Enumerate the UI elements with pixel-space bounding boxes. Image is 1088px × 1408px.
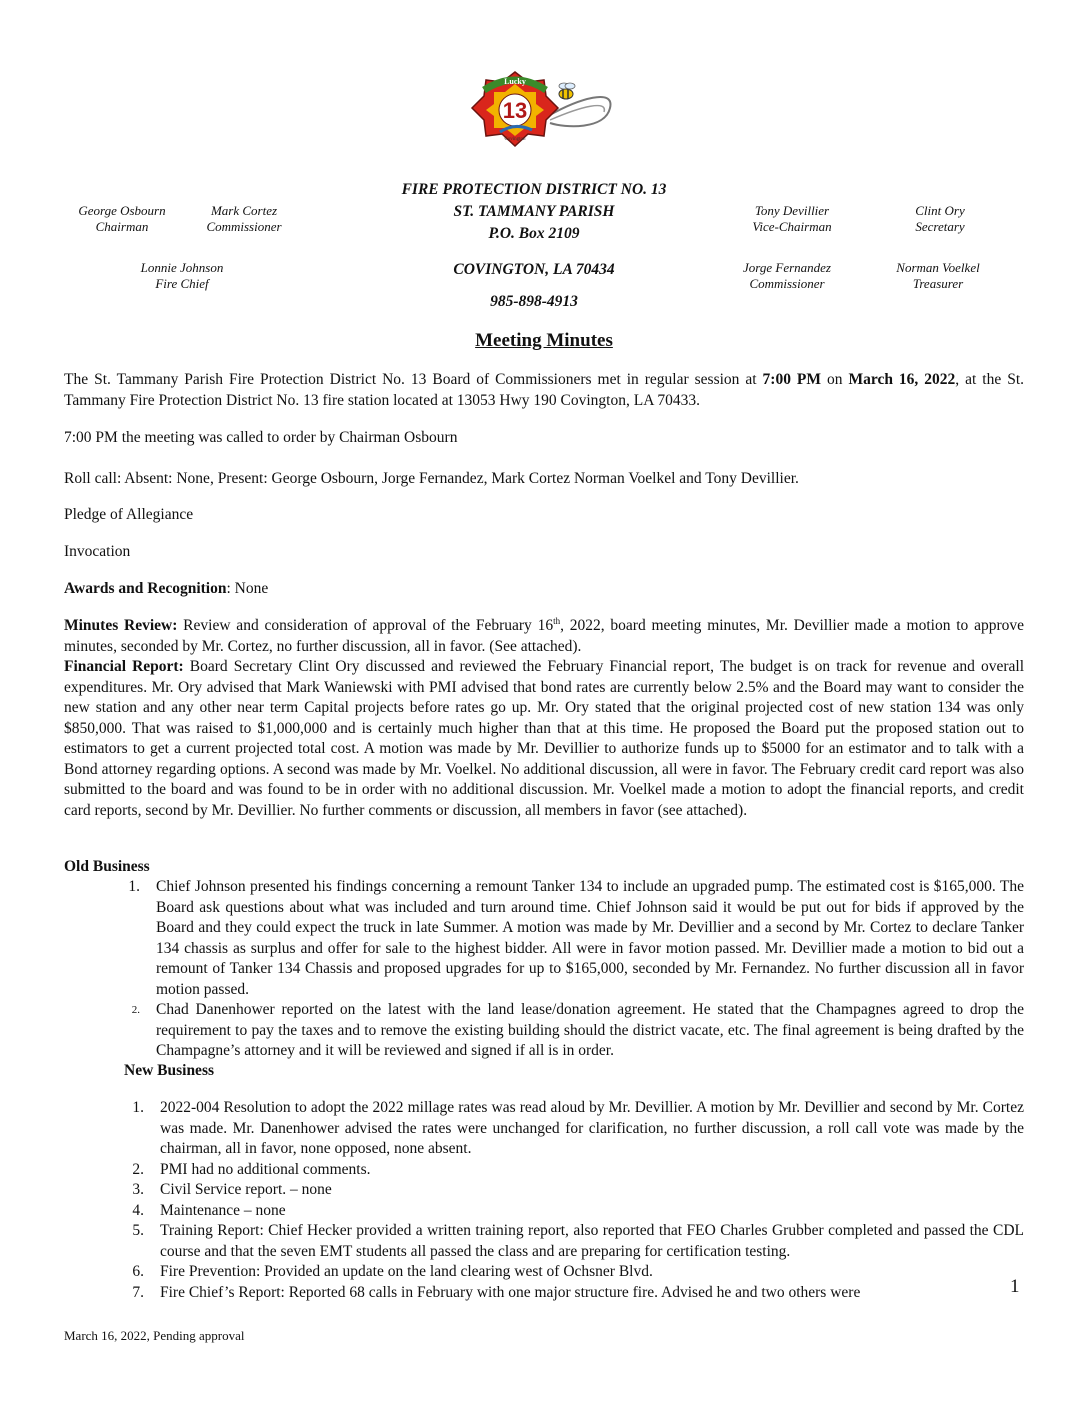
officer-role: Fire Chief [155,276,209,291]
district-logo [470,68,620,158]
officer-treasurer [878,260,998,292]
officer-role: Secretary [915,219,965,234]
item-text: Maintenance – none [160,1201,286,1219]
officer-name: Mark Cortez [210,203,278,218]
minutes-review-text: Review and consideration of approval of the February 16 [177,617,554,634]
awards-section [64,579,1024,600]
item-number: 4. [132,1201,144,1219]
officer-role: Commissioner [749,276,825,291]
list-item [132,1262,1024,1283]
item-text: Training Report: Chief Hecker provided a written training report, also reported that FEO Charles Grubber completed and passed the CDL course and that the seven EMT students all passed the class and are preparing for certification testing. [160,1222,1024,1260]
officer-fire-chief [122,260,242,292]
awards-text: : None [226,580,269,597]
called-to-order: 7:00 PM the meeting was called to order by Chairman Osbourn [64,429,458,446]
officer-secretary [880,203,1000,235]
old-business-heading: Old Business [64,858,150,875]
header-parish: ST. TAMMANY PARISH [453,203,615,220]
header-city: COVINGTON, LA 70434 [453,261,615,278]
officer-vice-chairman [732,203,852,235]
new-business-list [132,1098,1024,1303]
list-item [132,1221,1024,1262]
list-item [132,1283,1024,1304]
officer-name: George Osbourn [78,203,166,218]
header-phone: 985-898-4913 [490,293,578,310]
header-po-box: P.O. Box 2109 [488,225,580,242]
page-title: Meeting Minutes [475,330,613,351]
item-text: Fire Prevention: Provided an update on the land clearing west of Ochsner Blvd. [160,1263,653,1280]
superscript: th [553,615,561,626]
item-text: Fire Chief’s Report: Reported 68 calls in February with one major structure fire. Advised he and two others were [160,1283,861,1301]
item-text: PMI had no additional comments. [160,1160,371,1178]
item-number: 1. [128,878,140,895]
financial-label: Financial Report: [64,658,184,675]
officer-role: Commissioner [206,219,282,234]
officer-name: Tony Devillier [754,203,830,218]
financial-text: Board Secretary Clint Ory discussed and reviewed the February Financial report, The budget is on track for revenue and overall expenditures. Mr. Ory advised that Mark Waniewski with PMI advised that bond rates are currently below 2.5% and the Board may want to consider the new station and any other near term Capital projects before rates go up. Mr. Ory stated that the original projected cost of new station 134 was only $850,000. That was raised to $1,000,000 and is certainly much higher than that at this time. He proposed the Board put the proposed station out to estimators to get a current projected total cost. A motion was made by Mr. Devillier to authorize funds up to $5000 for an estimator and to talk with a Bond attorney regarding options. A second was made by Mr. Voelkel. No additional discussion, all were in favor. The February credit card report was also submitted to the board and was found to be in order with no additional discussion. Mr. Voelkel made a motion to adopt the financial reports, and credit card reports, second by Mr. Devillier. No further comments or discussion, all members in favor (see attached). [64,658,1024,819]
new-business-heading: New Business [124,1062,215,1079]
minutes-review [64,616,1024,657]
officer-name: Jorge Fernandez [743,260,831,275]
list-item [132,1180,1024,1201]
item-number: 3. [132,1181,144,1198]
roll-call: Roll call: Absent: None, Present: George Osbourn, Jorge Fernandez, Mark Cortez Norman Voelkel and Tony Devillier. [64,470,799,487]
fire-badge-icon [470,68,620,158]
officer-role: Chairman [95,219,149,234]
officer-role: Vice-Chairman [752,219,832,234]
meeting-time: 7:00 PM [762,371,822,388]
svg-text:Covington: Covington [504,137,526,142]
minutes-financial-block [64,616,1024,821]
officer-name: Norman Voelkel [896,260,980,275]
page-number: 1 [1010,1276,1020,1297]
item-text: 2022-004 Resolution to adopt the 2022 millage rates was read aloud by Mr. Devillier. A motion by Mr. Devillier and second by Mr. Cortez was made. Mr. Danenhower advised the rates were unchanged for clarification, no further discussion, a roll call vote was made by the chairman, all in favor, none opposed, none absent. [160,1099,1024,1157]
intro-text: The St. Tammany Parish Fire Protection District No. 13 Board of Commissioners met in regular session at [64,371,763,388]
old-business-list [128,877,1024,1062]
item-number: 5. [132,1222,144,1239]
item-number: 1. [132,1099,144,1116]
svg-text:13: 13 [502,98,528,123]
meeting-date: March 16, 2022 [848,371,956,388]
officer-role: Treasurer [912,276,964,291]
invocation: Invocation [64,543,131,560]
officer-name: Lonnie Johnson [140,260,224,275]
header-district: FIRE PROTECTION DISTRICT NO. 13 [401,181,667,198]
list-item [132,1098,1024,1160]
officer-commissioner-cortez [184,203,304,235]
item-text: Chad Danenhower reported on the latest with the land lease/donation agreement. He stated that the Champagnes agreed to drop the requirement to pay the taxes and to remove the existing building should the district vacate, etc. The final agreement is being drafted by the Champagne’s attorney and it will be reviewed and signed if all is in order. [156,1001,1024,1059]
officer-name: Clint Ory [915,203,965,218]
footer-note: March 16, 2022, Pending approval [64,1328,245,1343]
intro-text: , at the St. Tammany Fire Protection District No. 13 fire station located at 13053 Hwy 190 Covington, LA 70433. [64,371,1025,409]
item-text: Civil Service report. – none [160,1181,332,1198]
officer-commissioner-fernandez [727,260,847,292]
list-item [132,1160,1024,1181]
pledge: Pledge of Allegiance [64,506,194,523]
list-item [132,1201,1024,1222]
item-number: 2. [131,1004,140,1016]
svg-text:Lucky: Lucky [504,77,526,86]
item-number: 7. [132,1283,144,1301]
awards-label: Awards and Recognition [64,580,227,597]
intro-text: on [821,371,849,388]
list-item [131,1000,1024,1062]
intro-paragraph [64,370,1024,411]
item-number: 6. [132,1263,144,1280]
item-text: Chief Johnson presented his findings concerning a remount Tanker 134 to include an upgraded pump. The estimated cost is $165,000. The Board ask questions about what was included and turn around time. Chief Johnson said it would be put out for bids if approved by the Board and they could expect the truck in late Summer. A motion was made by Mr. Devillier and a second by Mr. Cortez to declare Tanker 134 chassis as surplus and offer for sale to the highest bidder. All were in favor motion passed. Mr. Devillier made a motion to bid out a remount of Tanker 134 Chassis and proposed upgrades for up to $165,000, seconded by Mr. Fernandez. No further discussion all in favor motion passed. [156,878,1024,998]
financial-report [64,657,1024,821]
item-number: 2. [132,1160,144,1178]
minutes-review-text: , 2022, board meeting minutes, Mr. Devillier made a motion to approve minutes, seconded by Mr. Cortez, no further discussion, all in favor. (See attached). [64,617,1024,655]
list-item [128,877,1024,1000]
officer-chairman [62,203,182,235]
minutes-review-label: Minutes Review: [64,617,178,634]
